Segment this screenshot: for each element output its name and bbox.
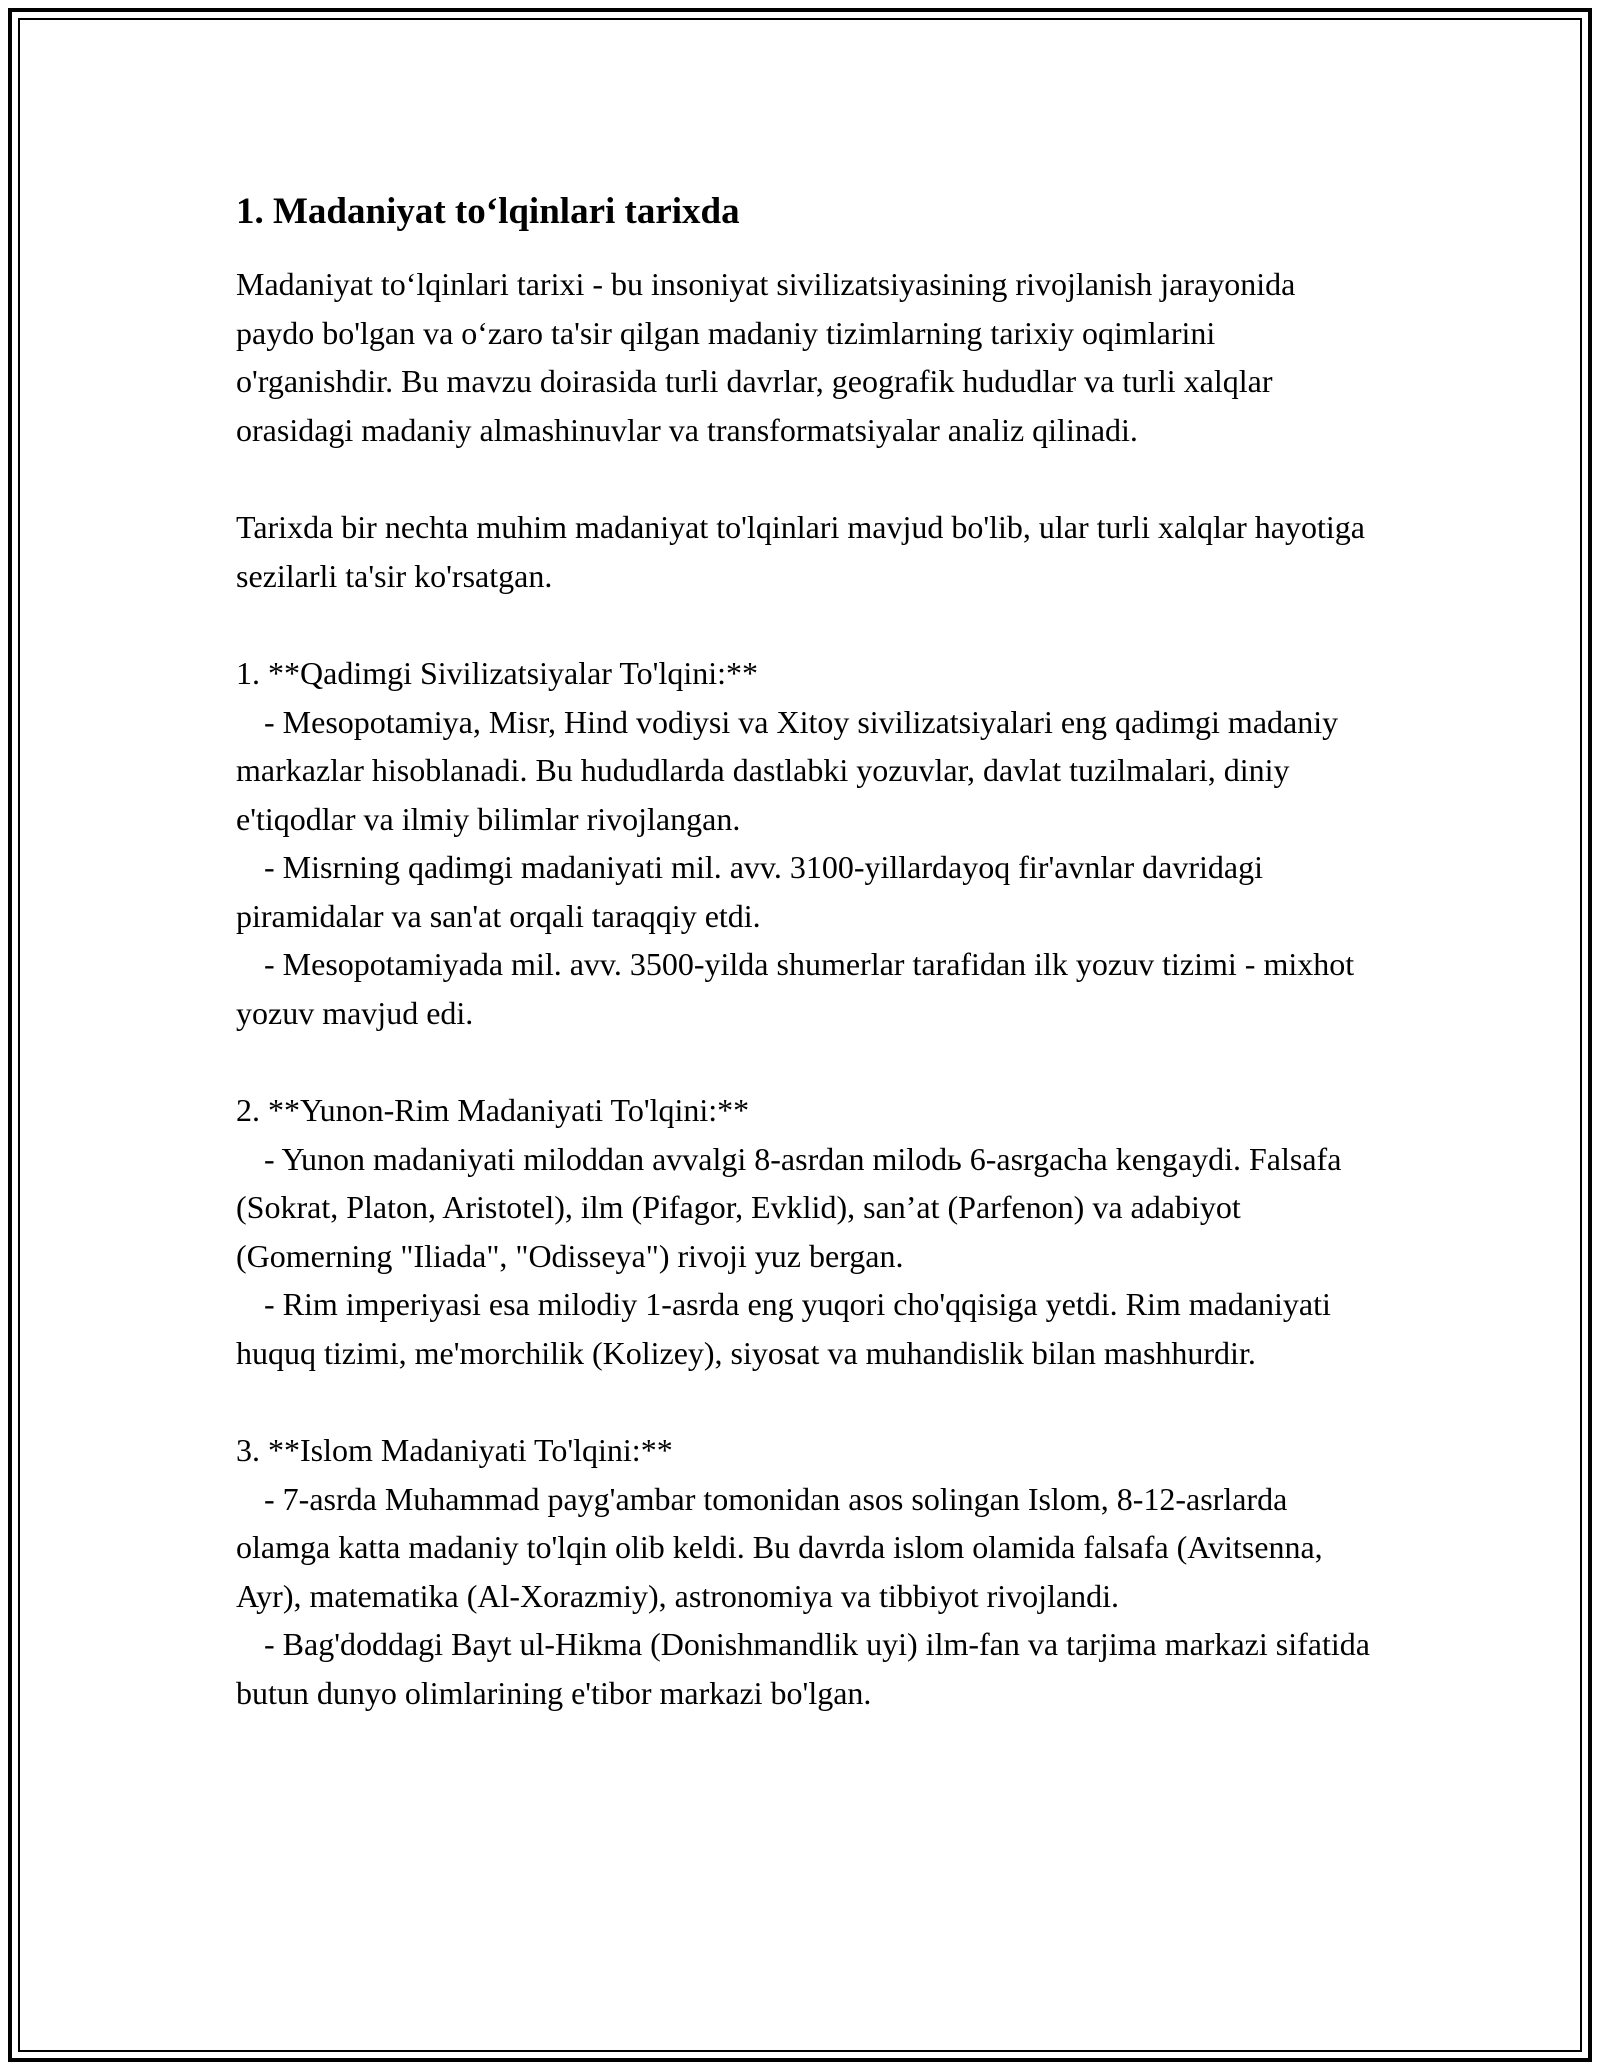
wave-section [236, 1426, 1376, 1717]
wave-section-bullet: - Mesopotamiya, Misr, Hind vodiysi va Xitoy sivilizatsiyalari eng qadimgi madaniy markazlar hisoblanadi. Bu hududlarda dastlabki yozuvlar, davlat tuzilmalari, diniy e'tiqodlar va ilmiy bilimlar rivojlangan. [236, 703, 1339, 837]
wave-section-bullet: - Mesopotamiyada mil. avv. 3500-yilda shumerlar tarafidan ilk yozuv tizimi - mixhot yozuv mavjud edi. [236, 946, 1355, 1031]
wave-section-bullet: - 7-asrda Muhammad payg'ambar tomonidan asos solingan Islom, 8-12-asrlarda olamga katta madaniy to'lqin olib keldi. Bu davrda islom olamida falsafa (Avitsenna, Ayr), matematika (Al-Xorazmiy), astronomiya va tibbiyot rivojlandi. [236, 1480, 1323, 1614]
wave-section-title: 1. **Qadimgi Sivilizatsiyalar To'lqini:** [236, 655, 758, 691]
wave-section-title: 3. **Islom Madaniyati To'lqini:** [236, 1432, 673, 1468]
intro-paragraph: Tarixda bir nechta muhim madaniyat to'lqinlari mavjud bo'lib, ular turli xalqlar hayotiga sezilarli ta'sir ko'rsatgan. [236, 509, 1365, 594]
intro-paragraph: Madaniyat to‘lqinlari tarixi - bu insoniyat sivilizatsiyasining rivojlanish jarayonida paydo bo'lgan va o‘zaro ta'sir qilgan madaniy tizimlarning tarixiy oqimlarini o'rganishdir. Bu mavzu doirasida turli davrlar, geografik hududlar va turli xalqlar orasidagi madaniy almashinuvlar va transformatsiyalar analiz qilinadi. [236, 266, 1296, 448]
wave-section-bullet: - Misrning qadimgi madaniyati mil. avv. 3100-yillardayoq fir'avnlar davridagi piramidalar va san'at orqali taraqqiy etdi. [236, 849, 1263, 934]
wave-section-bullet: - Rim imperiyasi esa milodiy 1-asrda eng yuqori cho'qqisiga yetdi. Rim madaniyati huquq tizimi, me'morchilik (Kolizey), siyosat va muhandislik bilan mashhurdir. [236, 1286, 1331, 1371]
section-heading: 1. Madaniyat to‘lqinlari tarixda [236, 191, 740, 232]
document-body [236, 188, 1376, 1766]
wave-section-bullet: - Bag'doddagi Bayt ul-Hikma (Donishmandlik uyi) ilm-fan va tarjima markazi sifatida butun dunyo olimlarining e'tibor markazi bo'lgan. [236, 1626, 1370, 1711]
wave-section-title: 2. **Yunon-Rim Madaniyati To'lqini:** [236, 1092, 750, 1128]
wave-section [236, 1086, 1376, 1377]
wave-section-bullet: - Yunon madaniyati miloddan avvalgi 8-asrdan milodь 6-asrgacha kengaydi. Falsafa (Sokrat, Platon, Aristotel), ilm (Pifagor, Evklid), san’at (Parfenon) va adabiyot (Gomerning "Iliada", "Odisseya") rivoji yuz bergan. [236, 1140, 1342, 1274]
wave-section [236, 649, 1376, 1037]
